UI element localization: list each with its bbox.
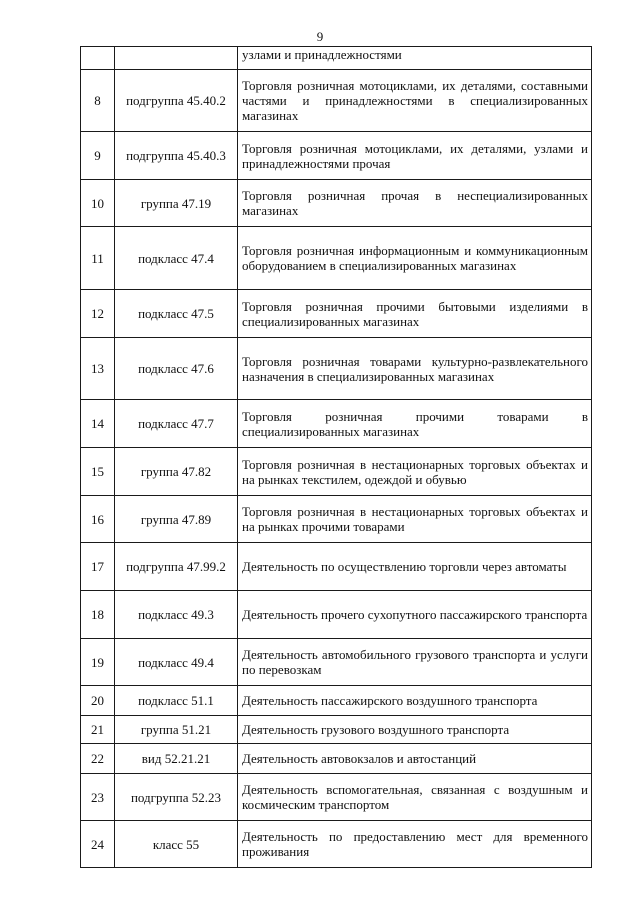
row-code-cell: класс 55 (115, 821, 238, 868)
row-code-cell: подкласс 49.3 (115, 591, 238, 639)
row-description-cell: Деятельность автомобильного грузового транспорта и услуги по перевозкам (238, 639, 592, 686)
row-description-cell: Деятельность по предоставлению мест для временного проживания (238, 821, 592, 868)
table-row (81, 744, 592, 774)
row-code-cell: группа 47.89 (115, 496, 238, 543)
row-code-cell: вид 52.21.21 (115, 744, 238, 774)
row-description-cell: Деятельность грузового воздушного транспорта (238, 716, 592, 744)
row-description-cell: Деятельность прочего сухопутного пассажирского транспорта (238, 591, 592, 639)
row-number-cell: 8 (81, 70, 115, 132)
row-code-cell: подкласс 47.7 (115, 400, 238, 448)
row-code-cell: подгруппа 45.40.3 (115, 132, 238, 180)
table-row (81, 180, 592, 227)
row-description-cell: Торговля розничная прочими бытовыми изделиями в специализированных магазинах (238, 290, 592, 338)
row-code-cell: подкласс 47.5 (115, 290, 238, 338)
row-code-cell: подгруппа 52.23 (115, 774, 238, 821)
table-row-continuation (81, 47, 592, 70)
row-description-cell: Деятельность по осуществлению торговли через автоматы (238, 543, 592, 591)
table-row (81, 774, 592, 821)
row-description-cell: узлами и принадлежностями (238, 47, 592, 70)
row-number-cell: 23 (81, 774, 115, 821)
row-number-cell: 20 (81, 686, 115, 716)
row-number-cell: 19 (81, 639, 115, 686)
row-number-cell (81, 47, 115, 70)
table-row (81, 591, 592, 639)
table-row (81, 227, 592, 290)
row-description-cell: Торговля розничная прочая в неспециализированных магазинах (238, 180, 592, 227)
table-row (81, 338, 592, 400)
table-row (81, 716, 592, 744)
row-description-cell: Деятельность пассажирского воздушного транспорта (238, 686, 592, 716)
row-code-cell: подкласс 47.6 (115, 338, 238, 400)
row-number-cell: 15 (81, 448, 115, 496)
row-description-cell: Деятельность автовокзалов и автостанций (238, 744, 592, 774)
row-number-cell: 17 (81, 543, 115, 591)
row-description-cell: Торговля розничная мотоциклами, их деталями, составными частями и принадлежностями в специализированных магазинах (238, 70, 592, 132)
row-description-cell: Торговля розничная прочими товарами в специализированных магазинах (238, 400, 592, 448)
row-description-cell: Торговля розничная мотоциклами, их деталями, узлами и принадлежностями прочая (238, 132, 592, 180)
row-description-cell: Торговля розничная в нестационарных торговых объектах и на рынках текстилем, одеждой и обувью (238, 448, 592, 496)
row-number-cell: 22 (81, 744, 115, 774)
row-number-cell: 10 (81, 180, 115, 227)
row-code-cell: подкласс 49.4 (115, 639, 238, 686)
row-code-cell: подгруппа 47.99.2 (115, 543, 238, 591)
activity-codes-table (80, 46, 592, 868)
row-code-cell: группа 51.21 (115, 716, 238, 744)
row-number-cell: 11 (81, 227, 115, 290)
table-row (81, 543, 592, 591)
row-number-cell: 16 (81, 496, 115, 543)
table-row (81, 821, 592, 868)
row-number-cell: 14 (81, 400, 115, 448)
row-code-cell: группа 47.82 (115, 448, 238, 496)
table-row (81, 686, 592, 716)
table-row (81, 448, 592, 496)
row-description-cell: Торговля розничная товарами культурно-развлекательного назначения в специализированных магазинах (238, 338, 592, 400)
row-number-cell: 12 (81, 290, 115, 338)
row-code-cell: подгруппа 45.40.2 (115, 70, 238, 132)
table-row (81, 400, 592, 448)
row-number-cell: 21 (81, 716, 115, 744)
row-description-cell: Торговля розничная информационным и коммуникационным оборудованием в специализированных магазинах (238, 227, 592, 290)
table-row (81, 639, 592, 686)
row-description-cell: Торговля розничная в нестационарных торговых объектах и на рынках прочими товарами (238, 496, 592, 543)
row-number-cell: 9 (81, 132, 115, 180)
row-code-cell: подкласс 51.1 (115, 686, 238, 716)
table-row (81, 496, 592, 543)
row-number-cell: 13 (81, 338, 115, 400)
row-code-cell (115, 47, 238, 70)
row-number-cell: 18 (81, 591, 115, 639)
table-row (81, 70, 592, 132)
row-description-cell: Деятельность вспомогательная, связанная с воздушным и космическим транспортом (238, 774, 592, 821)
row-number-cell: 24 (81, 821, 115, 868)
table-row (81, 290, 592, 338)
page-number: 9 (316, 29, 324, 44)
table-row (81, 132, 592, 180)
row-code-cell: подкласс 47.4 (115, 227, 238, 290)
row-code-cell: группа 47.19 (115, 180, 238, 227)
